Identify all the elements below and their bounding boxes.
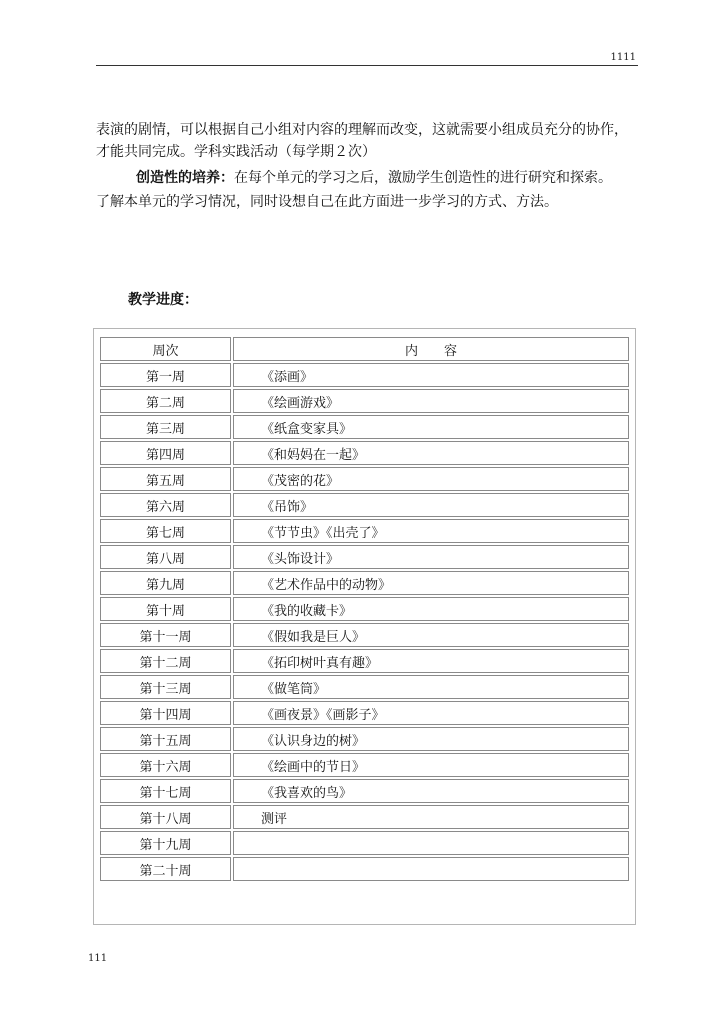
week-cell: 第十三周 — [100, 675, 231, 699]
schedule-table-frame — [93, 328, 636, 925]
table-row — [100, 779, 629, 803]
creativity-label: 创造性的培养： — [136, 170, 234, 186]
table-row — [100, 701, 629, 725]
content-cell: 《拓印树叶真有趣》 — [233, 649, 629, 673]
table-row — [100, 857, 629, 881]
week-cell: 第三周 — [100, 415, 231, 439]
week-cell: 第六周 — [100, 493, 231, 517]
table-row — [100, 389, 629, 413]
content-cell: 《艺术作品中的动物》 — [233, 571, 629, 595]
week-cell: 第五周 — [100, 467, 231, 491]
table-row — [100, 831, 629, 855]
week-cell: 第七周 — [100, 519, 231, 543]
week-cell: 第八周 — [100, 545, 231, 569]
table-header-row — [100, 337, 629, 361]
content-cell: 《吊饰》 — [233, 493, 629, 517]
week-cell: 第一周 — [100, 363, 231, 387]
content-cell: 《画夜景》《画影子》 — [233, 701, 629, 725]
header-rule — [96, 65, 638, 66]
table-row — [100, 753, 629, 777]
week-cell: 第四周 — [100, 441, 231, 465]
header-week: 周次 — [100, 337, 231, 361]
content-cell: 《做笔筒》 — [233, 675, 629, 699]
table-row — [100, 623, 629, 647]
content-cell: 《我喜欢的鸟》 — [233, 779, 629, 803]
table-row — [100, 571, 629, 595]
week-cell: 第十二周 — [100, 649, 231, 673]
week-cell: 第九周 — [100, 571, 231, 595]
schedule-table — [98, 335, 631, 883]
table-row — [100, 805, 629, 829]
table-row — [100, 441, 629, 465]
page-number-top: 1111 — [610, 52, 636, 63]
week-cell: 第十四周 — [100, 701, 231, 725]
table-row — [100, 649, 629, 673]
table-row — [100, 675, 629, 699]
week-cell: 第十九周 — [100, 831, 231, 855]
table-row — [100, 597, 629, 621]
table-row — [100, 727, 629, 751]
content-cell: 《和妈妈在一起》 — [233, 441, 629, 465]
week-cell: 第十八周 — [100, 805, 231, 829]
table-row — [100, 519, 629, 543]
content-cell — [233, 857, 629, 881]
header-content: 内 容 — [233, 337, 629, 361]
content-cell: 《认识身边的树》 — [233, 727, 629, 751]
content-cell: 《头饰设计》 — [233, 545, 629, 569]
creativity-text: 在每个单元的学习之后，激励学生创造性的进行研究和探索。 — [234, 170, 612, 186]
section-title: 教学进度： — [128, 292, 198, 308]
creativity-paragraph — [136, 167, 696, 189]
body-line-4: 了解本单元的学习情况，同时设想自己在此方面进一步学习的方式、方法。 — [96, 194, 558, 210]
table-row — [100, 363, 629, 387]
table-row — [100, 545, 629, 569]
page-number-bottom: 111 — [88, 953, 108, 964]
content-cell: 《节节虫》《出壳了》 — [233, 519, 629, 543]
content-cell — [233, 831, 629, 855]
week-cell: 第十六周 — [100, 753, 231, 777]
content-cell: 《绘画游戏》 — [233, 389, 629, 413]
week-cell: 第十一周 — [100, 623, 231, 647]
table-row — [100, 415, 629, 439]
content-cell: 《添画》 — [233, 363, 629, 387]
body-line-2: 才能共同完成。学科实践活动（每学期２次） — [96, 144, 376, 160]
content-cell: 测评 — [233, 805, 629, 829]
week-cell: 第十七周 — [100, 779, 231, 803]
content-cell: 《我的收藏卡》 — [233, 597, 629, 621]
body-line-1: 表演的剧情，可以根据自己小组对内容的理解而改变，这就需要小组成员充分的协作， — [96, 122, 628, 138]
week-cell: 第十周 — [100, 597, 231, 621]
content-cell: 《纸盒变家具》 — [233, 415, 629, 439]
week-cell: 第二十周 — [100, 857, 231, 881]
content-cell: 《假如我是巨人》 — [233, 623, 629, 647]
content-cell: 《茂密的花》 — [233, 467, 629, 491]
content-cell: 《绘画中的节日》 — [233, 753, 629, 777]
week-cell: 第二周 — [100, 389, 231, 413]
table-row — [100, 467, 629, 491]
table-row — [100, 493, 629, 517]
week-cell: 第十五周 — [100, 727, 231, 751]
